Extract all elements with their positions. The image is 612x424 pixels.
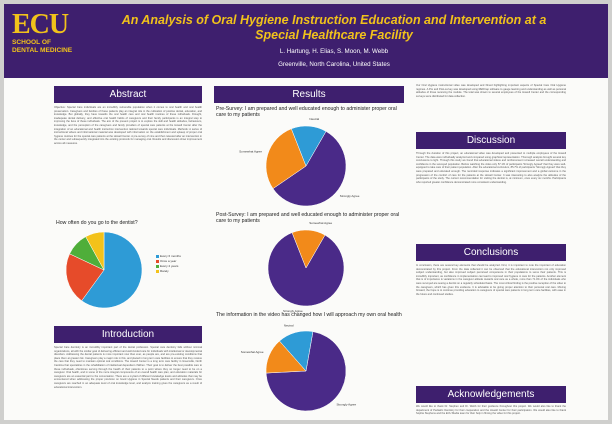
acknowledgements-header: Acknowledgements (416, 386, 566, 403)
legend-swatch (156, 260, 159, 263)
pie-label-somewhat-agree: Somewhat Agree (240, 350, 264, 355)
conclusions-header: Conclusions (416, 244, 566, 261)
introduction-text: Special Care dentistry is an incredibly important part of the dental profession. Special care dentistry falls without minimal organizations, all with the similar goal of delivering efficient and well-funded care for individuals with intellectual or developmental disorders. Addressing the dental patients is more important now than ever, as people are, and are pre-existing conditions that place them at greater risk. Caregivers play a major role in this, and placed in long term care facilities to ensure that they receive the care that they need to maintain optimal oral conditions. The Howell Center is a long term care facility in Greenville, North Carolina that specializes in the rehabilitation of intellectual dependent children. Their goal is to deliver the best possible care to these individuals, oftentimes serving through the health of their patients to a point where they no longer need to be on a caregiver. Oral health, and in some of the more integral components of an overall health care plan, and education materials for caregivers are an essential part to the conversation. There are a myriad of different knowledge levels and attitudes that may be encountered when addressing the proper provision on Good Hygiene in Special Needs patients and their caregivers. Once caregivers are reached in an adequate level of oral knowledge level, and analyze training gives the caregivers as a result of educational intervention. (54, 346, 202, 389)
abstract-text: Objective: Special Care individuals are an incredibly vulnerable population when it comes to oral health and oral health preservation. Caregivers and families of these patients play an integral role in the cultivation of positive dental, education, and knowledge. But globally, they have towards the oral health care and oral health routines of these individuals. Drought, inadequate dental delivery, and effective oral health habits of caregivers and their family participants is an integral step to improving the lives of these individuals. The aim of the present project is to explore the skill and health attitudes, behaviours, knowledge, and the perception of the caregivers and family providers of special care patients at the Howell Center after the integration of an educational and health instruction intervention tailored towards special care individuals. Methods: A series of instructional videos and informational material was developed with information on the establishment and upkeep of proper oral hygiene routines for the special care patients at the Howell Center. A pre-survey of nine and then retested after an intervention in the center and subsequently integrated into the existing protocols for managing oral. Results and discussion show improvement across all measures. (54, 106, 202, 145)
video-impact-title: The information in the video has changed how I will approach my own oral health (216, 312, 402, 318)
pie-label-neutral: Neutral (309, 117, 320, 122)
pie-label-strongly-agree: Strongly Agree (336, 402, 357, 407)
methods-list: Our Oral Hygiene instructional video was developed and filmed highlighting important aspects of Special Care Oral Hygiene regimes. A Pre and Post-survey was developed using REDCap software to gauge learning and understanding as well as personal attitudes of those receiving the module. The total was shown to several employees of the Howell Center and the corresponding surveys were distributed for data collection. (416, 84, 566, 98)
discussion-header: Discussion (416, 132, 566, 149)
poster-title: An Analysis of Oral Hygiene Instruction Education and Intervention at a Special Healthcare Facility (121, 13, 547, 42)
ecu-logo (12, 11, 86, 71)
abstract-header: Abstract (54, 86, 202, 103)
video-impact-pie (226, 323, 386, 416)
dentist-frequency-pie (54, 228, 154, 312)
acknowledgements-text: We would like to thank Dr. Stephen and Dr. Webb for their guidance throughout this project. We would also like to thank the department of Pediatric Dentistry for their cooperation and the Howell Center for their participation. We would also like to thank Sophie Stephens and the ECU Media team for their help in filming the video for this project. (416, 405, 566, 416)
post-survey-title: Post-Survey: I am prepared and well educated enough to administer proper oral care to my patients (216, 212, 400, 224)
conclusions-text: In conclusion, there are several key elements that should be analyzed. First, it is important to note the important of education demonstrated by this project. From the data collected it can be observed that the educational intervention not only improved subject understanding, but also improved subject perceived competence in their populations to serve their patients. This is incredibly important, as confidence in implementation can lead to improved oral hygiene in care for the patients. Another element that is of importance is variations in the caregiver attitude towards oral care as a whole, more than 71.4% of the individuals who were surveyed are seeing a dentist on a regularly scheduled basis. The most critical finding is the positive reception of the video to the caregivers, which has given this evidence. It is advisable to be giving proper attention to their personal oral care. Moving forward, the hope is to continue providing education to caregivers of special care patients in long term care facilities, with ease in the future and continued studies. (416, 264, 566, 296)
legend-label: Every 6 months (160, 254, 181, 258)
pre-survey-pie (226, 117, 386, 212)
legend-label: Every 2 years (160, 264, 179, 268)
legend-item (156, 269, 204, 274)
logo-sub-1: SCHOOL OF (12, 39, 52, 46)
legend-label: Rarely (160, 269, 169, 273)
legend-swatch (156, 255, 159, 258)
header-banner (4, 4, 608, 78)
legend-swatch (156, 270, 159, 273)
results-header: Results (214, 86, 404, 103)
pie-label-somewhat-agree: Somewhat Agree (309, 221, 333, 226)
location: Greenville, North Carolina, United States (278, 61, 390, 68)
authors: L. Hartung, H. Elias, S. Moon, M. Webb (279, 48, 389, 55)
pie-label-neutral: Neutral (283, 323, 294, 328)
dentist-frequency-legend (156, 254, 204, 294)
legend-label: Once a year (160, 259, 177, 263)
survey-question: How often do you go to the dentist? (56, 220, 138, 226)
poster (4, 4, 608, 420)
pre-survey-title: Pre-Survey: I am prepared and well educated enough to administer proper oral care to my patients (216, 106, 397, 118)
discussion-text: Through the duration of this project, an educational video was developed and presented to multiple employees of the Howell Center. The data were individually analyzed and compared using graphical representation. Thorough analysis brought several key conclusions to light. Through this study we found that educational videos and reinforcement increased overall understanding and confidence in the surveyed population. Before watching the video only 57.1% of participants 'Strongly Agreed' that they were well-equipped to take care of their patient population. After the educational curriculum, 85.7% of participants 'Strongly Agreed' that they were prepared and educated enough. The recorded response indicates a significant improvement and a global outcome in the progression of the comfort of care for the patients at the Howell Center. It was interesting to also analyze the attitudes of the participants of the study. The current recommendation for visiting the dentist is, at minimum, once every six months. Participants who reported greater confidence demonstrated more consistent understanding. (416, 152, 566, 184)
logo-sub-2: DENTAL MEDICINE (12, 47, 73, 54)
pie-label-somewhat-agree: Somewhat Agree (239, 149, 263, 154)
introduction-header: Introduction (54, 326, 202, 343)
legend-swatch (156, 265, 159, 268)
pie-label-strongly-agree: Strongly Agree (339, 194, 360, 199)
pie-label-strongly-agree: Strongly Agree (283, 308, 303, 313)
post-survey-pie (226, 221, 386, 313)
logo-text: ECU (12, 9, 69, 40)
